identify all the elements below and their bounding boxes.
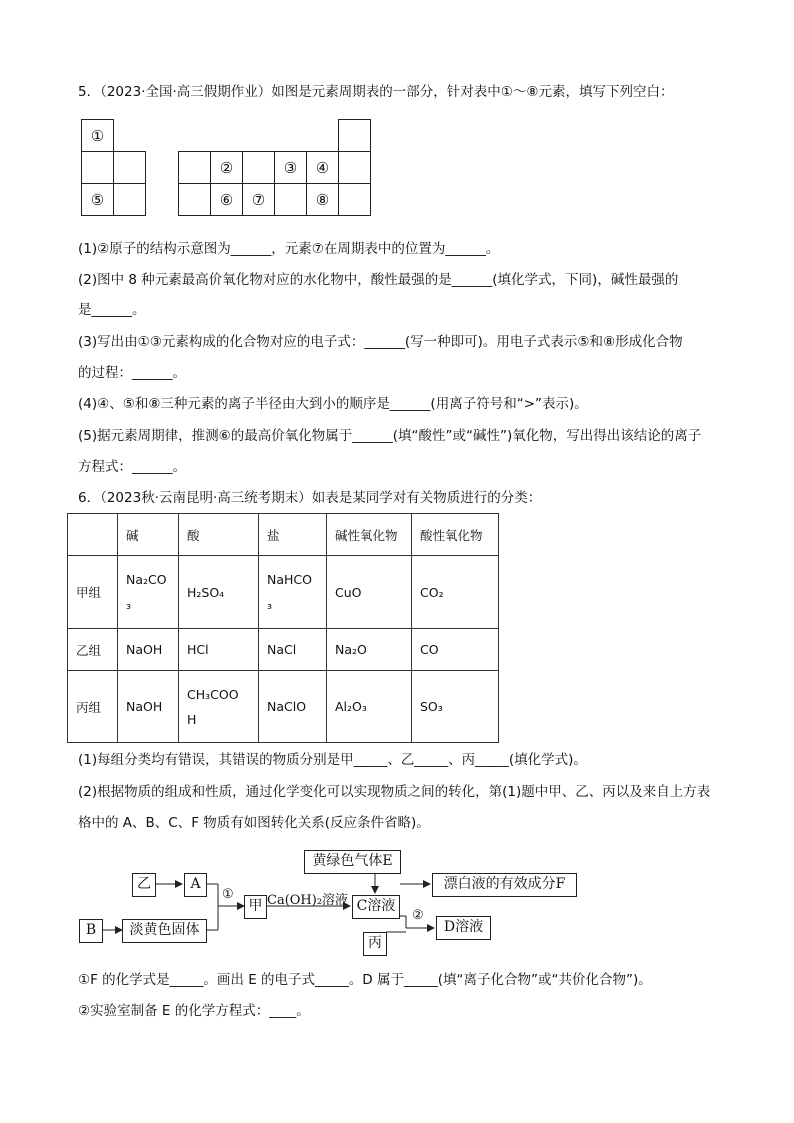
q5-part3a: (3)写出由①③元素构成的化合物对应的电子式：______(写一种即可)。用电子式表示⑤和⑧形成化合物: [78, 334, 683, 350]
q6-sub1: ①F 的化学式是_____。画出 E 的电子式_____。D 属于_____(填“离子化合物”或“共价化合物”)。: [78, 972, 652, 988]
box-jia: 甲: [244, 895, 267, 919]
table-header-cell: 酸性氧化物: [412, 514, 499, 556]
q5-part4: (4)④、⑤和⑧三种元素的离子半径由大到小的顺序是______(用离子符号和“>”表示)。: [78, 396, 588, 412]
q5-part2b: 是______。: [78, 302, 146, 318]
cell-2: ②: [211, 152, 243, 184]
cell-7: ⑦: [243, 184, 275, 216]
box-b: B: [79, 919, 103, 943]
box-d-solution: D溶液: [436, 916, 491, 940]
table-header-cell: 酸: [179, 514, 259, 556]
box-gas-e: 黄绿色气体E: [304, 850, 401, 874]
q6-header: 6．（2023秋·云南昆明·高三统考期末）如表是某同学对有关物质进行的分类：: [78, 490, 542, 506]
table-row: 乙组 NaOH HCl NaCl Na₂O CO: [68, 629, 499, 671]
q5-part3b: 的过程：______。: [78, 365, 186, 381]
table-header-cell: 盐: [259, 514, 327, 556]
q6-part1: (1)每组分类均有错误，其错误的物质分别是甲_____、乙_____、丙_____(填化学式)。: [78, 752, 587, 768]
table-row: 甲组 Na₂CO ₃ H₂SO₄ NaHCO ₃ CuO CO₂: [68, 556, 499, 629]
q5-part5a: (5)据元素周期律，推测⑥的最高价氧化物属于______(填“酸性”或“碱性”)氧化物，写出得出该结论的离子: [78, 428, 702, 444]
cell-6: ⑥: [211, 184, 243, 216]
reagent-label: Ca(OH)₂溶液: [267, 893, 349, 908]
cell-8: ⑧: [307, 184, 339, 216]
box-yi: 乙: [132, 873, 156, 897]
box-f: 漂白液的有效成分F: [432, 873, 577, 897]
table-header-cell: 碱: [118, 514, 179, 556]
cell-3: ③: [275, 152, 307, 184]
box-a: A: [184, 873, 207, 897]
table-header-cell: 碱性氧化物: [327, 514, 412, 556]
cell-4: ④: [307, 152, 339, 184]
step-1-label: ①: [222, 887, 234, 902]
q5-part5b: 方程式：______。: [78, 459, 186, 475]
q6-sub2: ②实验室制备 E 的化学方程式：____。: [78, 1003, 310, 1019]
q5-part2a: (2)图中 8 种元素最高价氧化物对应的水化物中，酸性最强的是______(填化学式，下同)，碱性最强的: [78, 272, 679, 288]
cell-1: ①: [82, 120, 114, 152]
q5-part1: (1)②原子的结构示意图为______，元素⑦在周期表中的位置为______。: [78, 241, 500, 257]
box-bing: 丙: [363, 932, 387, 956]
box-pale-yellow-solid: 淡黄色固体: [122, 919, 207, 943]
table-row: 丙组 NaOH CH₃COO H NaClO Al₂O₃ SO₃: [68, 671, 499, 743]
cell-5: ⑤: [82, 184, 114, 216]
q6-part2b: 格中的 A、B、C、F 物质有如图转化关系(反应条件省略)。: [78, 815, 430, 831]
step-2-label: ②: [412, 908, 424, 923]
q5-header: 5．（2023·全国·高三假期作业）如图是元素周期表的一部分，针对表中①～⑧元素，填写下列空白：: [78, 84, 674, 100]
box-c-solution: C溶液: [352, 895, 400, 919]
q6-part2a: (2)根据物质的组成和性质，通过化学变化可以实现物质之间的转化，第(1)题中甲、乙、丙以及来自上方表: [78, 784, 711, 800]
